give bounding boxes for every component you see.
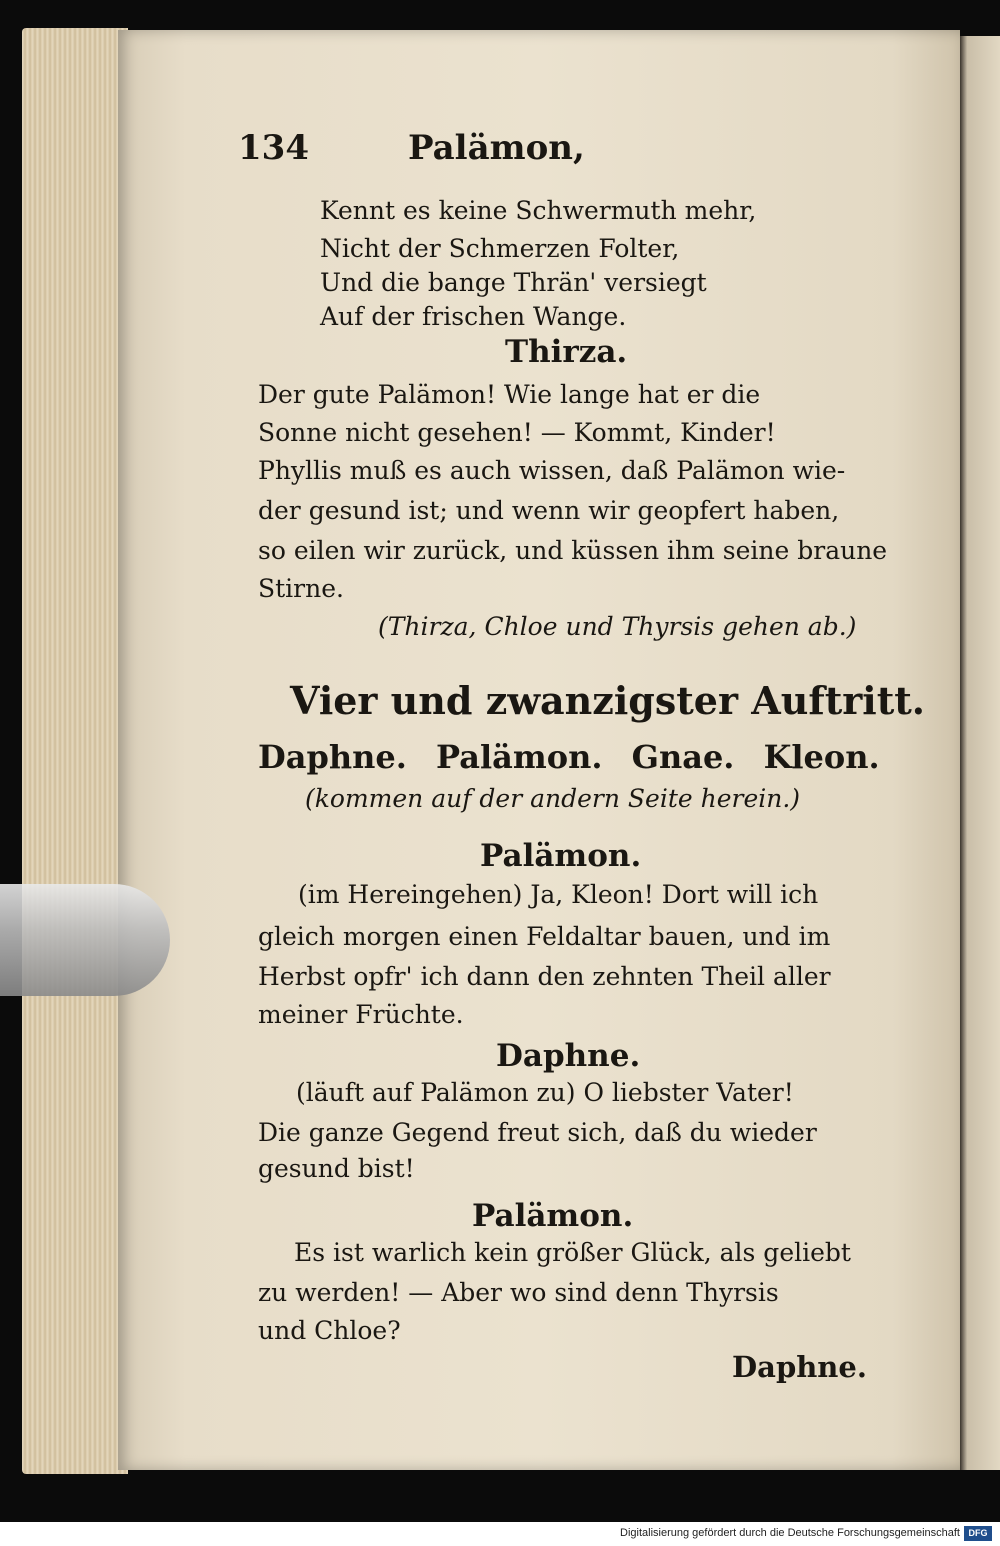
scene-cast: Daphne. Palämon. Gnae. Kleon.	[258, 738, 880, 776]
stage-direction: (kommen auf der andern Seite herein.)	[305, 784, 801, 813]
running-head: Palämon,	[408, 128, 585, 168]
speaker-name: Palämon.	[480, 838, 642, 874]
scanner-finger-shape	[0, 884, 170, 996]
speech-line: der gesund ist; und wenn wir geopfert haben,	[258, 496, 840, 525]
speaker-name: Daphne.	[496, 1038, 641, 1074]
speech-line: (im Hereingehen) Ja, Kleon! Dort will ich	[298, 880, 819, 909]
dfg-logo: DFG	[964, 1526, 992, 1541]
speech-line: meiner Früchte.	[258, 1000, 464, 1029]
speech-line: Der gute Palämon! Wie lange hat er die	[258, 380, 761, 409]
catchword: Daphne.	[732, 1350, 867, 1384]
speech-line: Stirne.	[258, 574, 344, 603]
verse-line: Auf der frischen Wange.	[320, 302, 627, 331]
speaker-name: Palämon.	[472, 1198, 634, 1234]
verse-line: Nicht der Schmerzen Folter,	[320, 234, 680, 263]
speech-line: so eilen wir zurück, und küssen ihm seine braune	[258, 536, 888, 565]
book-page-edges	[22, 28, 128, 1474]
speech-line: Es ist warlich kein größer Glück, als geliebt	[294, 1238, 851, 1267]
facing-page-edge	[960, 36, 1000, 1470]
speech-line: gesund bist!	[258, 1154, 415, 1183]
verse-line: Kennt es keine Schwermuth mehr,	[320, 196, 757, 225]
scene-title: Vier und zwanzigster Auftritt.	[290, 678, 926, 723]
speaker-name: Thirza.	[505, 334, 628, 370]
footer-bar	[0, 1522, 1000, 1546]
speech-line: und Chloe?	[258, 1316, 401, 1345]
speech-line: Phyllis muß es auch wissen, daß Palämon wie-	[258, 456, 846, 485]
page-number: 134	[238, 128, 309, 168]
verse-line: Und die bange Thrän' versiegt	[320, 268, 707, 297]
stage-direction: (Thirza, Chloe und Thyrsis gehen ab.)	[378, 612, 857, 641]
speech-line: Herbst opfr' ich dann den zehnten Theil aller	[258, 962, 831, 991]
speech-line: gleich morgen einen Feldaltar bauen, und im	[258, 922, 831, 951]
speech-line: Sonne nicht gesehen! — Kommt, Kinder!	[258, 418, 776, 447]
speech-line: (läuft auf Palämon zu) O liebster Vater!	[296, 1078, 794, 1107]
funding-notice: Digitalisierung gefördert durch die Deutsche Forschungsgemeinschaft	[620, 1527, 960, 1539]
speech-line: Die ganze Gegend freut sich, daß du wieder	[258, 1118, 817, 1147]
speech-line: zu werden! — Aber wo sind denn Thyrsis	[258, 1278, 779, 1307]
